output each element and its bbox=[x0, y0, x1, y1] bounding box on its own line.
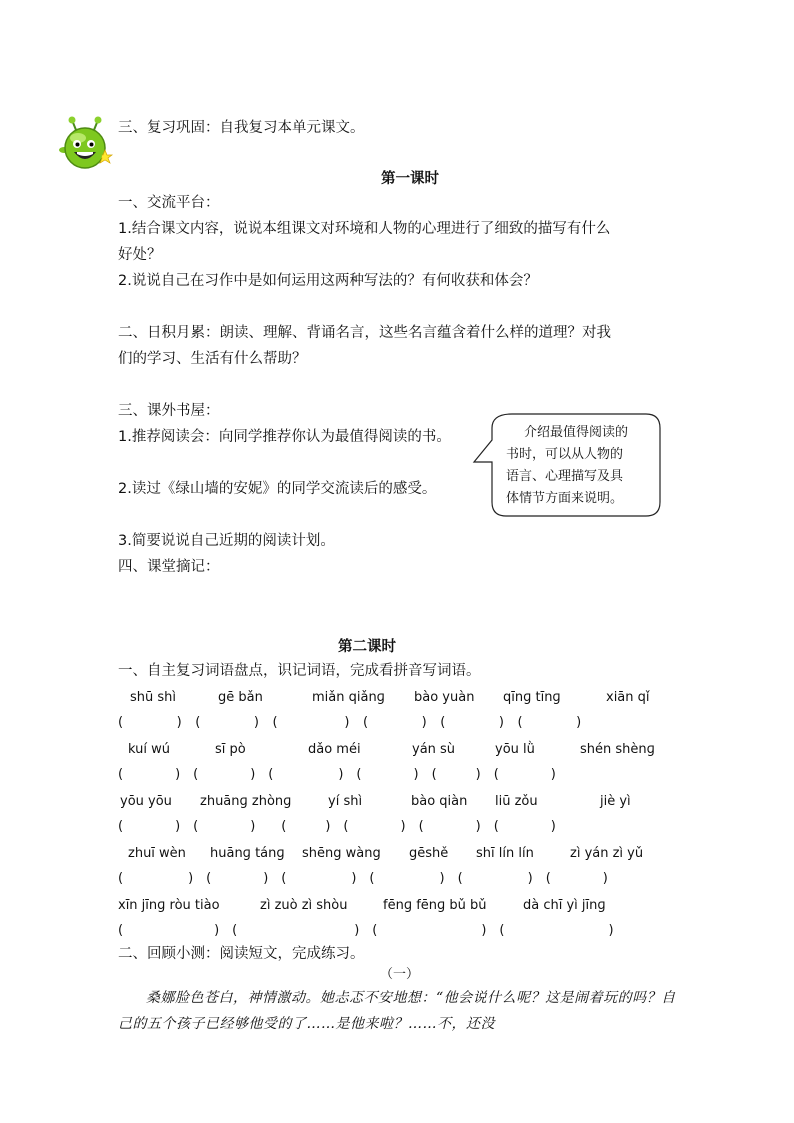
pinyin-item: yán sù bbox=[412, 742, 456, 757]
exchange-platform-heading: 一、交流平台： bbox=[118, 195, 220, 211]
pinyin-item: zì zuò zì shòu bbox=[260, 898, 348, 913]
pinyin-item: zì yán zì yǔ bbox=[570, 846, 644, 861]
class-notes-heading: 四、课堂摘记： bbox=[118, 559, 220, 575]
pinyin-item: zhuī wèn bbox=[128, 846, 186, 861]
pinyin-item: xiān qǐ bbox=[606, 690, 650, 705]
answer-brackets-row: ( ) ( ) ( ) ( ) ( ) ( ) bbox=[118, 767, 556, 782]
daily-accumulation-line2: 们的学习、生活有什么帮助？ bbox=[118, 351, 307, 367]
pinyin-item: shén shènɡ bbox=[580, 742, 655, 757]
question-1-line2: 好处？ bbox=[118, 247, 162, 263]
vocab-review-heading: 一、自主复习词语盘点，识记词语，完成看拼音写词语。 bbox=[118, 663, 481, 679]
pinyin-item: qīnɡ tīnɡ bbox=[503, 690, 561, 705]
answer-brackets-row: ( ) ( ) ( ) ( ) ( ) ( ) bbox=[118, 715, 582, 730]
pinyin-item: kuí wú bbox=[128, 742, 170, 757]
pinyin-item: gēshě bbox=[409, 846, 449, 861]
reading-item-2: 2.读过《绿山墙的安妮》的同学交流读后的感受。 bbox=[118, 481, 437, 497]
question-1-line1: 1.结合课文内容，说说本组课文对环境和人物的心理进行了细致的描写有什么 bbox=[118, 221, 611, 237]
pinyin-item: liū zǒu bbox=[495, 794, 538, 809]
answer-brackets-row: ( ) ( ) ( ) ( ) ( ) ( ) bbox=[118, 871, 608, 886]
lesson1-title: 第一课时 bbox=[381, 171, 439, 187]
pinyin-item: dà chī yì jīnɡ bbox=[523, 898, 606, 913]
pinyin-item: dǎo méi bbox=[308, 742, 361, 757]
pinyin-item: jiè yì bbox=[600, 794, 631, 809]
speech-bubble-text: 介绍最值得阅读的 书时，可以从人物的 语言、心理描写及具 体情节方面来说明。 bbox=[506, 425, 629, 506]
pinyin-item: shī lín lín bbox=[476, 846, 534, 861]
reading-passage: 桑娜脸色苍白，神情激动。她忐忑不安地想：“他会说什么呢？这是闹着玩的吗？自己的五个孩子已经够他受的了……是他来啦？……不，还没 bbox=[118, 990, 676, 1032]
answer-brackets-row: ( ) ( ) ( ) ( ) bbox=[118, 923, 614, 938]
pinyin-item: yōu yōu bbox=[120, 794, 172, 809]
pinyin-item: xīn jīnɡ ròu tiào bbox=[118, 898, 220, 913]
answer-brackets-row: ( ) ( ) ( ) ( ) ( ) ( ) bbox=[118, 819, 556, 834]
reading-item-1: 1.推荐阅读会：向同学推荐你认为最值得阅读的书。 bbox=[118, 429, 451, 445]
review-test-heading: 二、回顾小测：阅读短文，完成练习。 bbox=[118, 946, 365, 962]
pinyin-item: bào qiàn bbox=[411, 794, 468, 809]
question-2: 2.说说自己在习作中是如何运用这两种写法的？有何收获和体会？ bbox=[118, 273, 538, 289]
pinyin-item: shēng wàng bbox=[302, 846, 381, 861]
pinyin-item: huānɡ tánɡ bbox=[210, 846, 285, 861]
pinyin-item: yí shì bbox=[328, 794, 363, 809]
pinyin-item: yōu lǜ bbox=[495, 742, 535, 757]
reading-item-3: 3.简要说说自己近期的阅读计划。 bbox=[118, 533, 335, 549]
pinyin-item: miǎn qiǎnɡ bbox=[312, 690, 385, 705]
pinyin-item: shū shì bbox=[130, 690, 177, 705]
passage-number: （一） bbox=[380, 967, 420, 982]
smiley-mascot-icon bbox=[58, 116, 114, 174]
book-house-heading: 三、课外书屋： bbox=[118, 403, 220, 419]
lesson2-title: 第二课时 bbox=[338, 639, 396, 655]
pinyin-item: bào yuàn bbox=[414, 690, 475, 705]
pinyin-item: gē bǎn bbox=[218, 690, 263, 705]
pinyin-item: zhuānɡ zhònɡ bbox=[200, 794, 292, 809]
pinyin-item: fēnɡ fēnɡ bǔ bǔ bbox=[383, 898, 487, 913]
pinyin-item: sī pò bbox=[215, 742, 246, 757]
review-section: 三、复习巩固：自我复习本单元课文。 bbox=[118, 120, 365, 136]
daily-accumulation-line1: 二、日积月累：朗读、理解、背诵名言，这些名言蕴含着什么样的道理？对我 bbox=[118, 325, 611, 341]
